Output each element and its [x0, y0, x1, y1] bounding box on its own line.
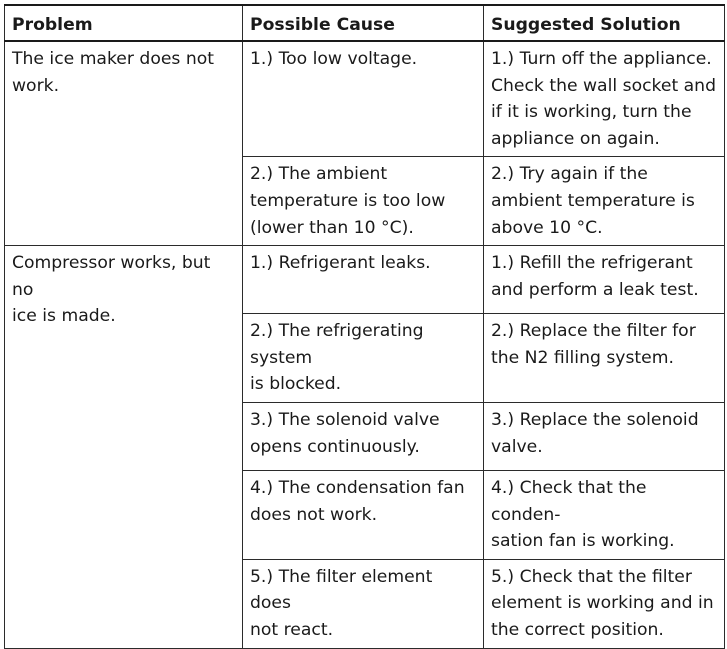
solution-cell: 3.) Replace the solenoid valve. — [484, 402, 725, 470]
troubleshooting-table — [4, 4, 725, 649]
table-row — [5, 41, 725, 157]
solution-cell: 5.) Check that the filter element is working and in the correct position. — [484, 559, 725, 648]
table-header-row — [5, 5, 725, 41]
solution-cell: 4.) Check that the conden- sation fan is working. — [484, 470, 725, 559]
solution-cell: 1.) Turn off the appliance. Check the wall socket and if it is working, turn the appliance on again. — [484, 41, 725, 157]
solution-cell: 2.) Try again if the ambient temperature is above 10 °C. — [484, 157, 725, 246]
cause-cell: 1.) Too low voltage. — [243, 41, 484, 157]
solution-cell: 2.) Replace the filter for the N2 filling system. — [484, 314, 725, 403]
cause-cell: 4.) The condensation fan does not work. — [243, 470, 484, 559]
header-possible-cause: Possible Cause — [243, 5, 484, 41]
troubleshooting-table-wrapper — [4, 4, 725, 649]
cause-cell: 3.) The solenoid valve opens continuously. — [243, 402, 484, 470]
cause-cell: 5.) The filter element does not react. — [243, 559, 484, 648]
cause-cell: 2.) The refrigerating system is blocked. — [243, 314, 484, 403]
solution-cell: 1.) Refill the refrigerant and perform a leak test. — [484, 246, 725, 314]
cause-cell: 1.) Refrigerant leaks. — [243, 246, 484, 314]
header-problem: Problem — [5, 5, 243, 41]
problem-cell: The ice maker does not work. — [5, 41, 243, 246]
problem-cell: Compressor works, but no ice is made. — [5, 246, 243, 649]
table-row — [5, 246, 725, 314]
cause-cell: 2.) The ambient temperature is too low (lower than 10 °C). — [243, 157, 484, 246]
header-suggested-solution: Suggested Solution — [484, 5, 725, 41]
